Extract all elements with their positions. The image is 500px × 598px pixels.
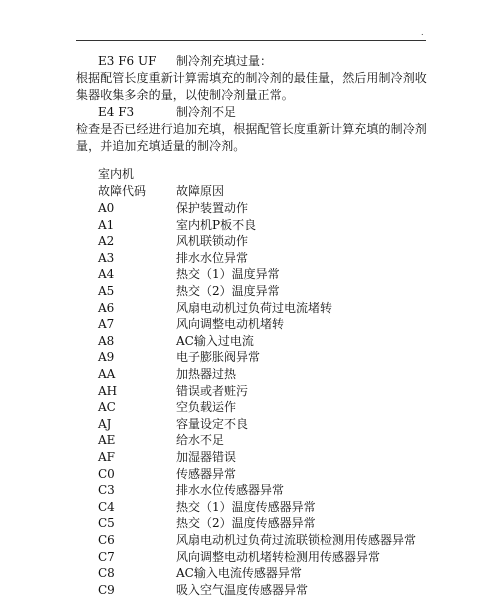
- fault-row-code: AE: [98, 433, 116, 447]
- header-mark: .: [421, 28, 424, 37]
- fault-body-line: 集器收集多余的量，以使制冷剂量正常。: [76, 88, 294, 102]
- fault-row-reason: 风向调整电动机堵转: [176, 317, 285, 331]
- fault-row-reason: 风机联锁动作: [176, 234, 249, 248]
- header-rule: [76, 40, 426, 41]
- fault-row-code: AF: [98, 450, 115, 464]
- fault-code-e3-f6-uf: E3 F6 UF: [98, 54, 157, 68]
- fault-row-code: A8: [98, 334, 115, 348]
- fault-row-reason: AC输入电流传感器异常: [176, 566, 302, 580]
- fault-row-reason: 室内机P板不良: [176, 218, 257, 232]
- fault-row-code: C4: [98, 500, 115, 514]
- column-header-reason: 故障原因: [176, 184, 225, 198]
- fault-row-code: A1: [98, 218, 115, 232]
- fault-row-code: AJ: [98, 417, 112, 431]
- fault-row-reason: 热交（2）温度传感器异常: [176, 516, 316, 530]
- fault-row-reason: 保护装置动作: [176, 201, 249, 215]
- fault-row-code: C6: [98, 533, 115, 547]
- fault-row-reason: 容量设定不良: [176, 417, 249, 431]
- fault-row-reason: 空负载运作: [176, 400, 237, 414]
- fault-row-reason: 排水水位异常: [176, 251, 249, 265]
- fault-row-reason: 电子膨胀阀异常: [176, 350, 261, 364]
- fault-row-code: A3: [98, 251, 115, 265]
- fault-row-code: A0: [98, 201, 115, 215]
- fault-row-reason: 风扇电动机过负荷过电流堵转: [176, 301, 333, 315]
- fault-row-code: C0: [98, 467, 115, 481]
- fault-body-line: 根据配管长度重新计算需填充的制冷剂的最佳量，然后用制冷剂收: [76, 71, 427, 85]
- fault-row-code: AA: [98, 367, 116, 381]
- fault-body-line: 检查是否已经进行追加充填，根据配管长度重新计算充填的制冷剂: [76, 122, 427, 136]
- fault-code-e4-f3: E4 F3: [98, 105, 135, 119]
- fault-row-reason: 加热器过热: [176, 367, 237, 381]
- fault-row-reason: 给水不足: [176, 433, 225, 447]
- fault-row-code: C8: [98, 566, 115, 580]
- fault-row-code: AH: [98, 384, 118, 398]
- fault-row-reason: 传感器异常: [176, 467, 237, 481]
- fault-row-code: C3: [98, 483, 115, 497]
- fault-row-code: A7: [98, 317, 115, 331]
- fault-row-code: AC: [98, 400, 116, 414]
- fault-row-reason: 排水水位传感器异常: [176, 483, 285, 497]
- fault-title-undercharge: 制冷剂不足: [176, 105, 237, 119]
- fault-row-code: A5: [98, 284, 115, 298]
- fault-row-code: C7: [98, 550, 115, 564]
- fault-row-code: C9: [98, 583, 115, 597]
- fault-row-reason: 热交（2）温度异常: [176, 284, 280, 298]
- fault-row-reason: 风向调整电动机堵转检测用传感器异常: [176, 550, 381, 564]
- fault-row-reason: 风扇电动机过负荷过流联锁检测用传感器异常: [176, 533, 417, 547]
- fault-row-code: A2: [98, 234, 115, 248]
- fault-row-code: A9: [98, 350, 115, 364]
- fault-title-overcharge: 制冷剂充填过量：: [176, 54, 273, 68]
- fault-row-reason: 热交（1）温度异常: [176, 267, 280, 281]
- fault-row-reason: AC输入过电流: [176, 334, 254, 348]
- fault-row-reason: 加湿器错误: [176, 450, 237, 464]
- section-title: 室内机: [98, 167, 135, 181]
- column-header-code: 故障代码: [98, 184, 147, 198]
- fault-row-reason: 热交（1）温度传感器异常: [176, 500, 316, 514]
- fault-body-line: 量，并追加充填适量的制冷剂。: [76, 139, 246, 153]
- fault-row-reason: 错误或者赃污: [176, 384, 249, 398]
- fault-row-code: A4: [98, 267, 115, 281]
- fault-row-code: C5: [98, 516, 115, 530]
- fault-row-code: A6: [98, 301, 115, 315]
- fault-row-reason: 吸入空气温度传感器异常: [176, 583, 309, 597]
